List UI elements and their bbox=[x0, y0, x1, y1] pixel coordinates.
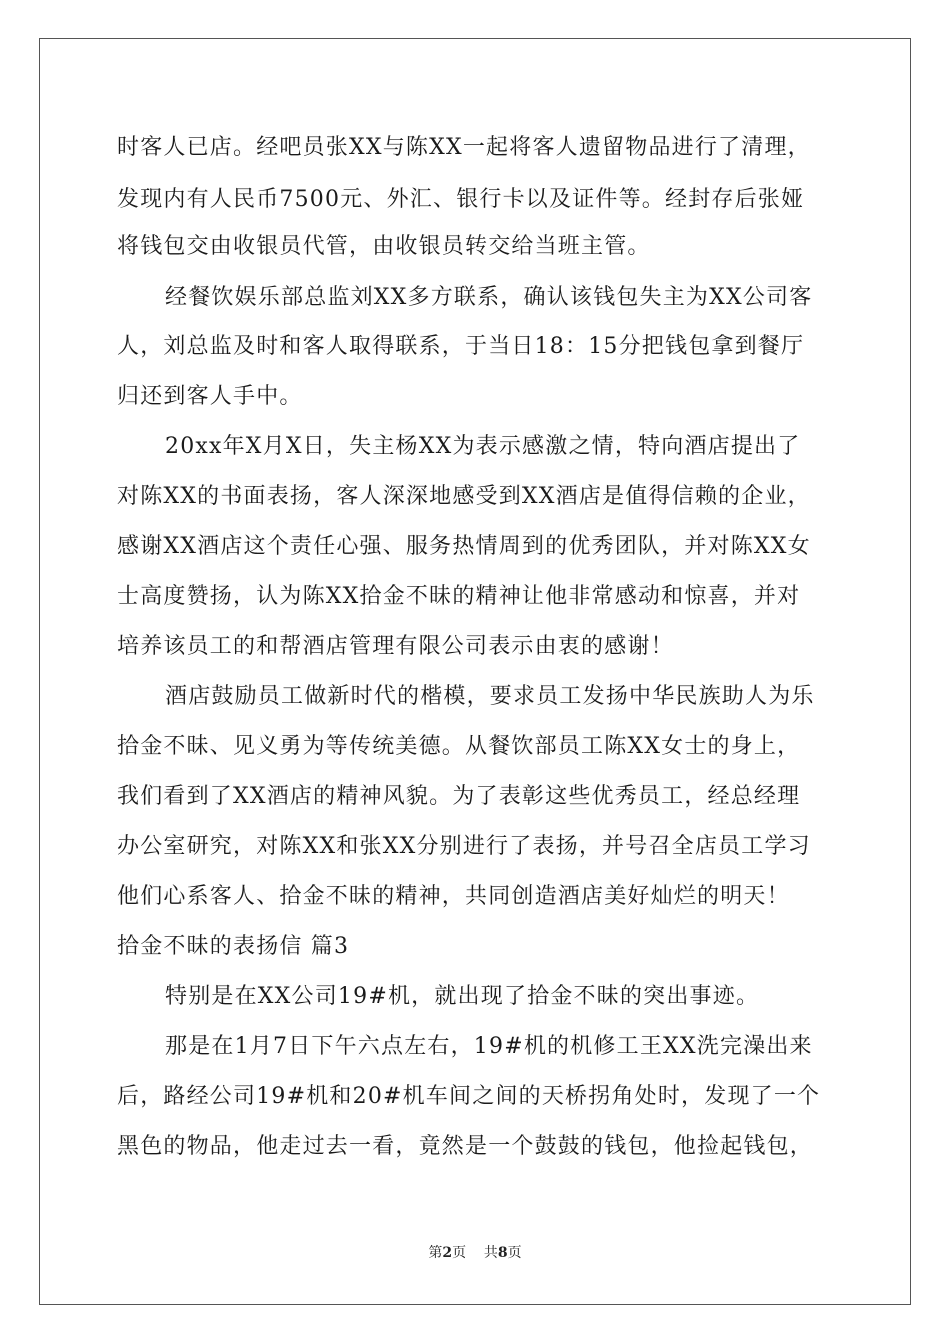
body-line-1: 时客人已店。经吧员张XX与陈XX一起将客人遗留物品进行了清理， bbox=[117, 135, 811, 160]
section-heading: 拾金不昧的表扬信 篇3 bbox=[117, 934, 350, 959]
paragraph-6-line-1: 那是在1月7日下午六点左右，19#机的机修工王XX洗完澡出来 bbox=[165, 1034, 813, 1059]
body-line-21: 黑色的物品，他走过去一看，竟然是一个鼓鼓的钱包，他捡起钱包， bbox=[117, 1134, 814, 1159]
paragraph-5-line-1: 特别是在XX公司19#机，就出现了拾金不昧的突出事迹。 bbox=[165, 984, 760, 1009]
page-suffix: 页 bbox=[452, 1245, 467, 1261]
total-suffix: 页 bbox=[507, 1245, 522, 1261]
page-border bbox=[39, 38, 911, 1305]
paragraph-4-line-1: 酒店鼓励员工做新时代的楷模，要求员工发扬中华民族助人为乐 bbox=[165, 684, 815, 709]
paragraph-2-line-1: 经餐饮娱乐部总监刘XX多方联系，确认该钱包失主为XX公司客 bbox=[165, 285, 813, 310]
body-line-10: 士高度赞扬，认为陈XX拾金不昧的精神让他非常感动和惊喜，并对 bbox=[117, 584, 801, 609]
body-line-14: 我们看到了XX酒店的精神风貌。为了表彰这些优秀员工，经总经理 bbox=[117, 784, 801, 809]
paragraph-3-line-1: 20xx年X月X日，失主杨XX为表示感激之情，特向酒店提出了 bbox=[165, 434, 801, 459]
body-line-20: 后，路经公司19#机和20#机车间之间的天桥拐角处时，发现了一个 bbox=[117, 1084, 821, 1109]
body-line-13: 拾金不昧、见义勇为等传统美德。从餐饮部员工陈XX女士的身上， bbox=[117, 734, 801, 759]
body-line-5: 人，刘总监及时和客人取得联系，于当日18：15分把钱包拿到餐厅 bbox=[117, 334, 805, 359]
body-line-3: 将钱包交由收银员代管，由收银员转交给当班主管。 bbox=[117, 234, 651, 259]
body-line-11: 培养该员工的和帮酒店管理有限公司表示由衷的感谢！ bbox=[117, 634, 674, 659]
body-line-9: 感谢XX酒店这个责任心强、服务热情周到的优秀团队，并对陈XX女 bbox=[117, 534, 811, 559]
total-prefix: 共 bbox=[483, 1245, 498, 1261]
page-prefix: 第 bbox=[428, 1245, 443, 1261]
page-footer bbox=[0, 1244, 950, 1262]
total-page-number: 8 bbox=[497, 1245, 508, 1261]
body-line-15: 办公室研究，对陈XX和张XX分别进行了表扬，并号召全店员工学习 bbox=[117, 834, 811, 859]
body-line-6: 归还到客人手中。 bbox=[117, 384, 303, 409]
body-line-2: 发现内有人民币7500元、外汇、银行卡以及证件等。经封存后张娅 bbox=[117, 187, 805, 212]
body-line-8: 对陈XX的书面表扬，客人深深地感受到XX酒店是值得信赖的企业， bbox=[117, 484, 811, 509]
body-line-16: 他们心系客人、拾金不昧的精神，共同创造酒店美好灿烂的明天！ bbox=[117, 884, 790, 909]
current-page-number: 2 bbox=[442, 1245, 453, 1261]
